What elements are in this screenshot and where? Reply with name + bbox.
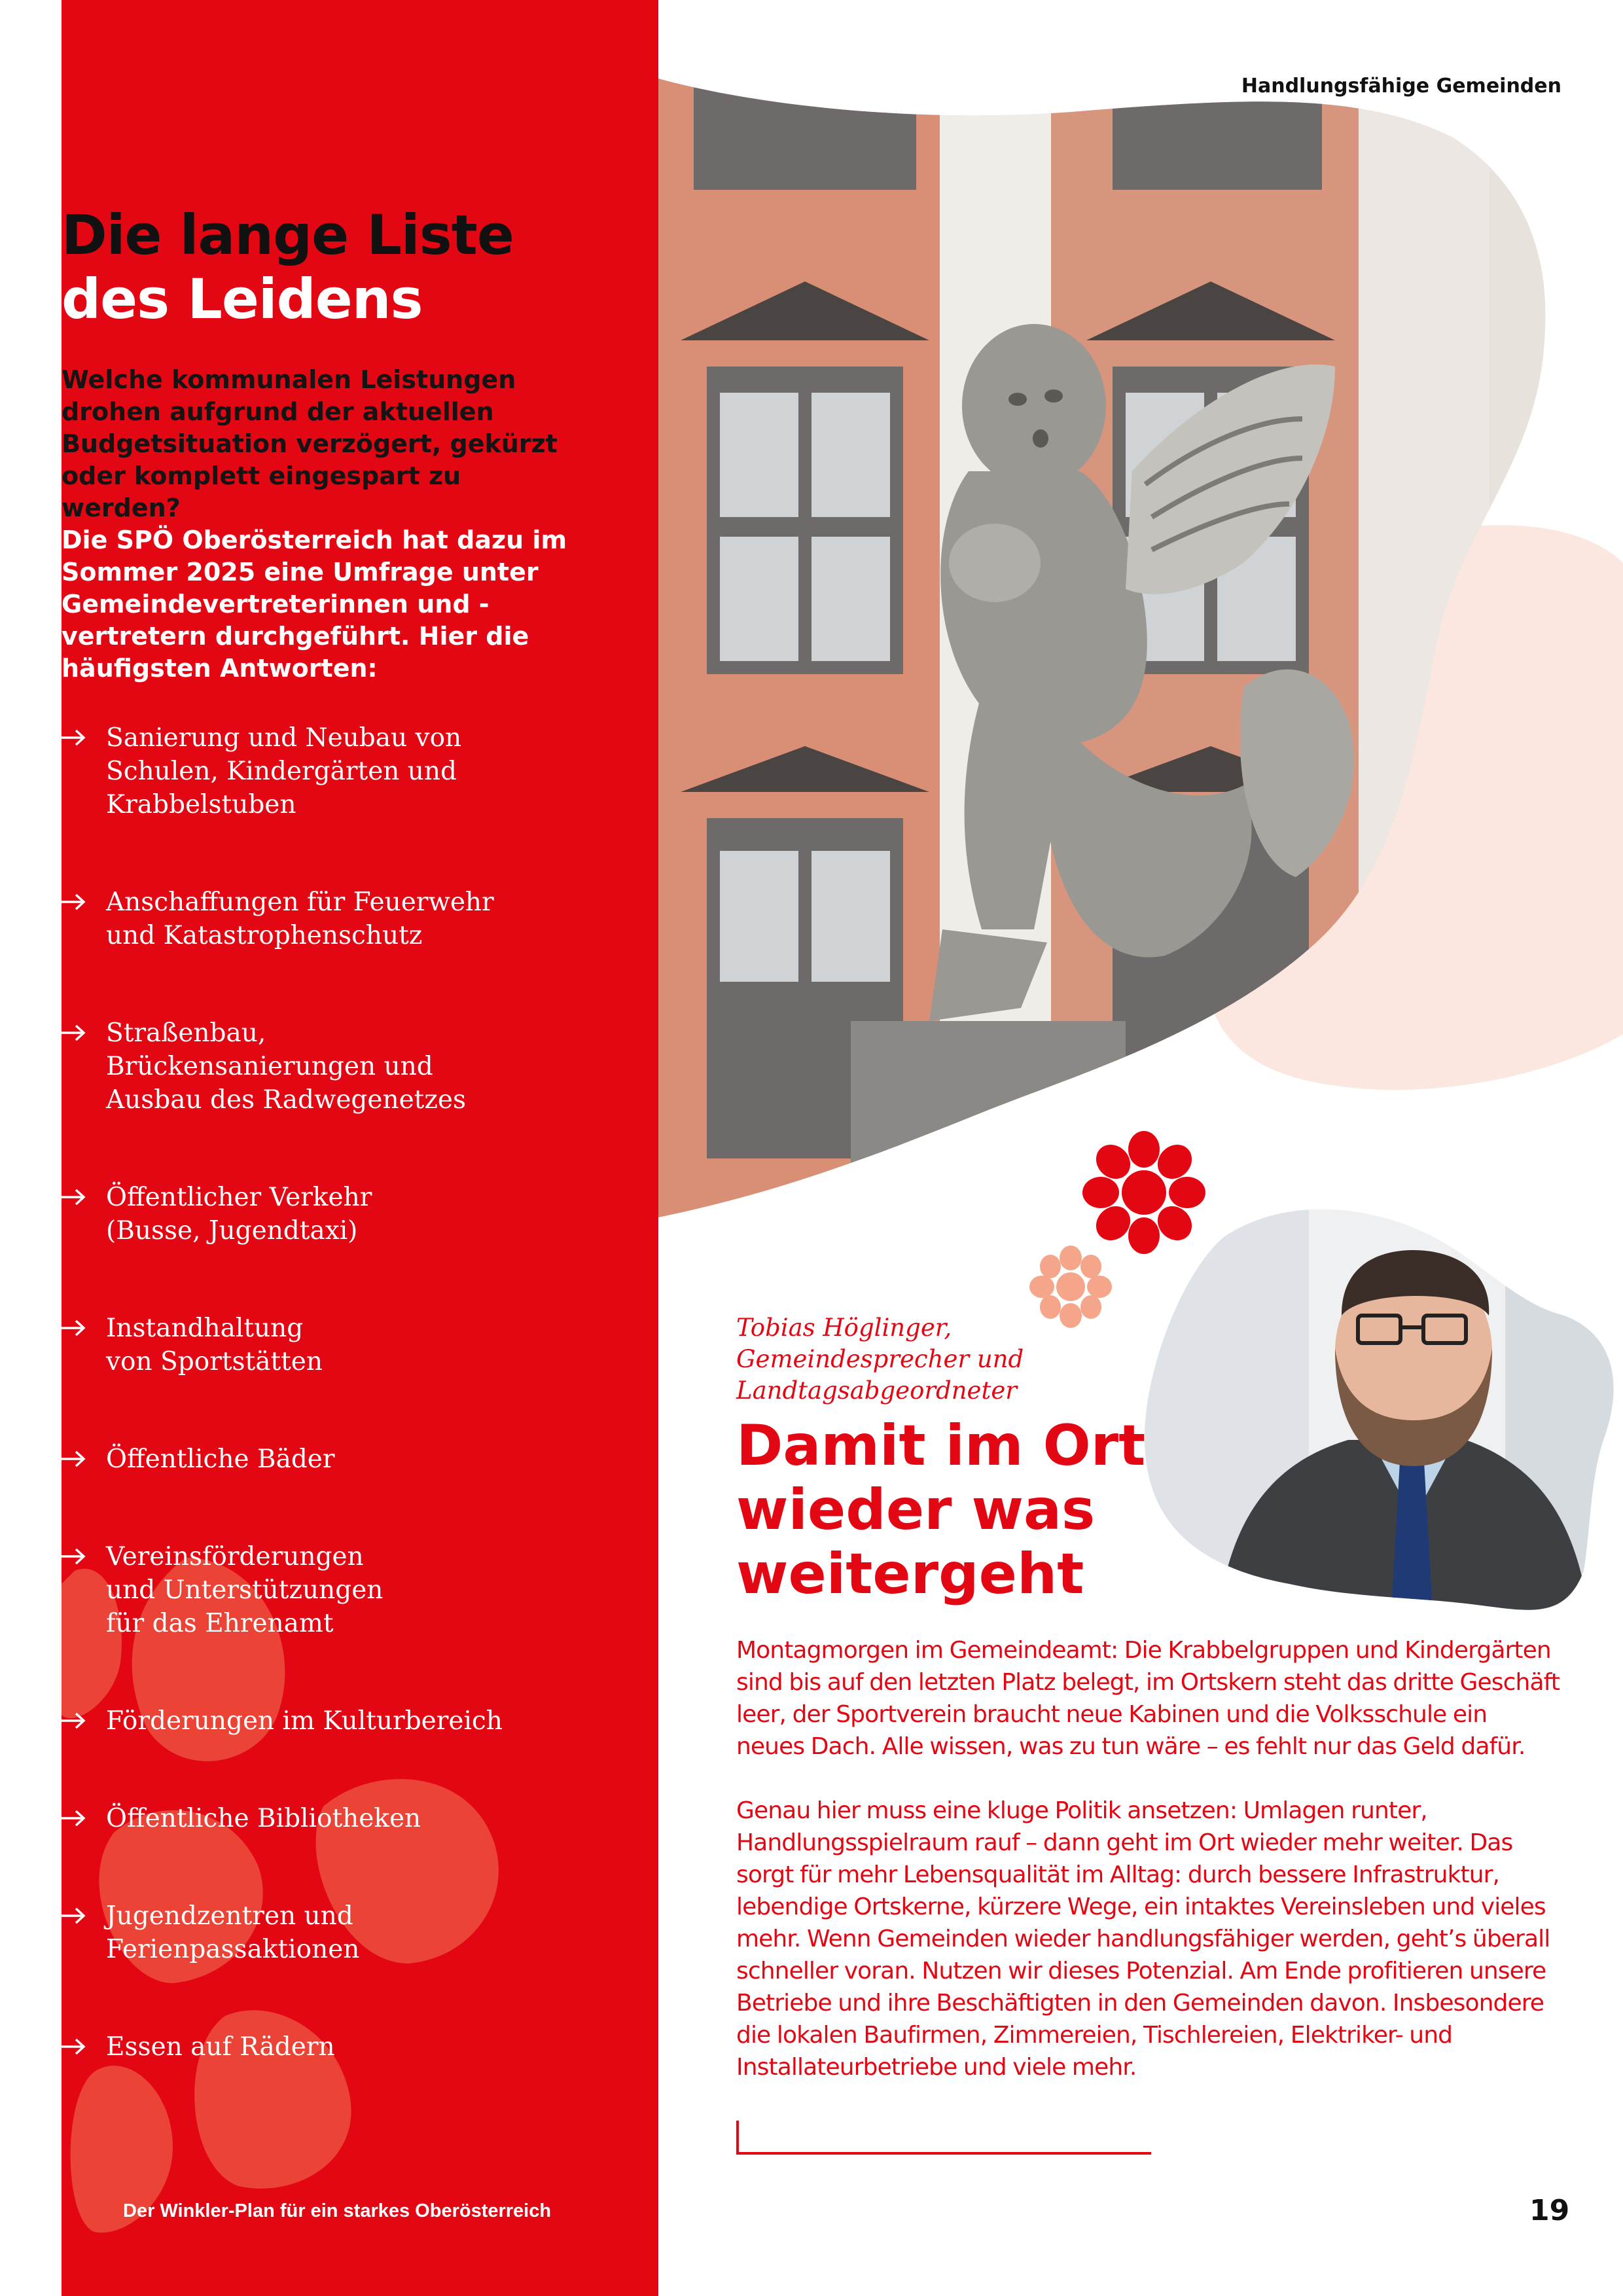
article-body [736,1634,1561,2115]
list-item: Anschaffungen für Feuerwehr und Katastrophenschutz [60,886,584,952]
caption-role-1: Gemeindesprecher und [736,1345,1024,1373]
page-number: 19 [1529,2194,1570,2227]
paragraph: Montagmorgen im Gemeindeamt: Die Krabbelgruppen und Kindergärten sind bis auf den letzten Platz belegt, im Ortskern steht das dritte Geschäft leer, der Sportverein braucht neue Kabinen und die Volksschule ein neues Dach. Alle wissen, was zu tun wäre – es fehlt nur das Geld dafür. [736,1637,1560,1760]
list-item: Öffentliche Bäder [60,1443,584,1476]
portrait-photo [1139,1198,1623,1623]
caption-name: Tobias Höglinger, [736,1314,952,1342]
intro-question: Welche kommunalen Leistungen drohen aufgrund der aktuellen Budgetsituation verzögert, gekürzt oder komplett eingespart zu werden? [62,365,558,522]
list-item: Essen auf Rädern [60,2030,584,2064]
caption-role-2: Landtagsabgeordneter [736,1376,1017,1405]
section-label: Handlungsfähige Gemeinden [1241,75,1561,98]
intro-answer: Die SPÖ Oberösterreich hat dazu im Sommer 2025 eine Umfrage unter Gemeindevertreterinnen und -vertretern durchgeführt. Hier die häufigsten Antworten: [62,526,567,683]
list-item: Vereinsförderungen und Unterstützungen für das Ehrenamt [60,1540,584,1640]
article-headline: Damit im Ort wieder was weitergeht [736,1413,1146,1607]
list-item: Förderungen im Kulturbereich [60,1704,584,1738]
portrait-caption [736,1312,1077,1407]
red-flower-icon [1082,1131,1205,1254]
list-item: Straßenbau, Brückensanierungen und Ausbau des Radwegenetzes [60,1016,584,1117]
list-item: Sanierung und Neubau von Schulen, Kindergärten und Krabbelstuben [60,721,584,821]
list-item: Öffentliche Bibliotheken [60,1802,584,1835]
list-item: Instandhaltung von Sportstätten [60,1312,584,1378]
footer-tagline: Der Winkler-Plan für ein starkes Oberösterreich [123,2200,552,2221]
title-line-1: Die lange Liste [62,203,514,267]
end-rule [736,2121,1151,2155]
paragraph: Genau hier muss eine kluge Politik ansetzen: Umlagen runter, Handlungsspielraum rauf – dann geht im Ort wieder mehr weiter. Das sorgt für mehr Lebensqualität im Alltag: durch bessere Infrastruktur, lebendige Ortskerne, kürzere Wege, ein intaktes Vereinsleben und vieles mehr. Wenn Gemeinden wieder handlungsfähiger werden, geht’s überall schneller voran. Nutzen wir dieses Potenzial. Am Ende profitieren unsere Betriebe und ihre Beschäftigten in den Gemeinden davon. Insbesondere die lokalen Baufirmen, Zimmereien, Tischlereien, Elektriker- und Installateurbetriebe und viele mehr. [736,1797,1550,2081]
list-item: Öffentlicher Verkehr (Busse, Jugendtaxi) [60,1181,584,1247]
title-line-2: des Leidens [62,267,423,331]
list-item: Jugendzentren und Ferienpassaktionen [60,1899,584,1966]
